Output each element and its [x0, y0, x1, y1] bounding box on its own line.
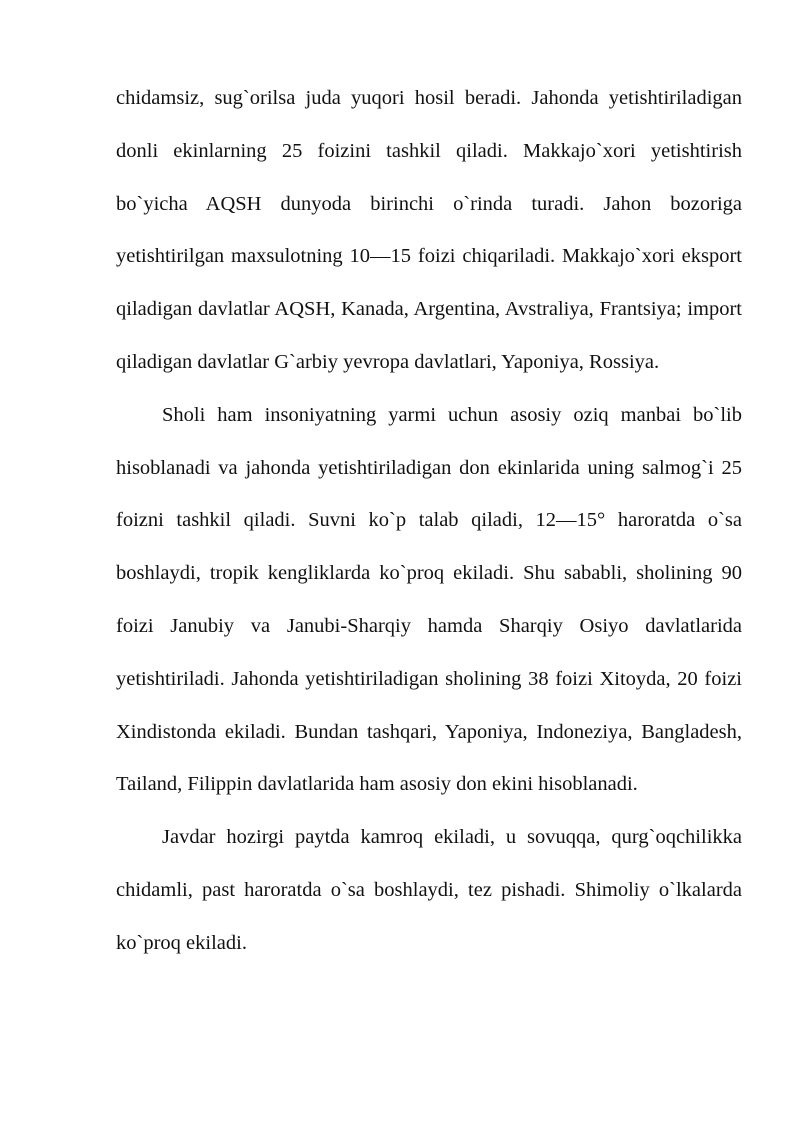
paragraph-rye: Javdar hozirgi paytda kamroq ekiladi, u sovuqqa, qurg`oqchilikka chidamli, past haroratda o`sa boshlaydi, tez pishadi. Shimoliy o`lkalarda ko`proq ekiladi. [116, 826, 742, 954]
document-body [116, 72, 742, 970]
paragraph-maize: chidamsiz, sug`orilsa juda yuqori hosil beradi. Jahonda yetishtiriladigan donli ekinlarning 25 foizini tashkil qiladi. Makkajo`xori yetishtirish bo`yicha AQSH dunyoda birinchi o`rinda turadi. Jahon bozoriga yetishtirilgan maxsulotning 10—15 foizi chiqariladi. Makkajo`xori eksport qiladigan davlatlar AQSH, Kanada, Argentina, Avstraliya, Frantsiya; import qiladigan davlatlar G`arbiy yevropa davlatlari, Yaponiya, Rossiya. [116, 87, 742, 373]
paragraph-rice: Sholi ham insoniyatning yarmi uchun asosiy oziq manbai bo`lib hisoblanadi va jahonda yetishtiriladigan don ekinlarida uning salmog`i 25 foizni tashkil qiladi. Suvni ko`p talab qiladi, 12—15° haroratda o`sa boshlaydi, tropik kengliklarda ko`proq ekiladi. Shu sababli, sholining 90 foizi Janubiy va Janubi-Sharqiy hamda Sharqiy Osiyo davlatlarida yetishtiriladi. Jahonda yetishtiriladigan sholining 38 foizi Xitoyda, 20 foizi Xindistonda ekiladi. Bundan tashqari, Yaponiya, Indoneziya, Bangladesh, Tailand, Filippin davlatlarida ham asosiy don ekini hisoblanadi. [116, 403, 742, 796]
